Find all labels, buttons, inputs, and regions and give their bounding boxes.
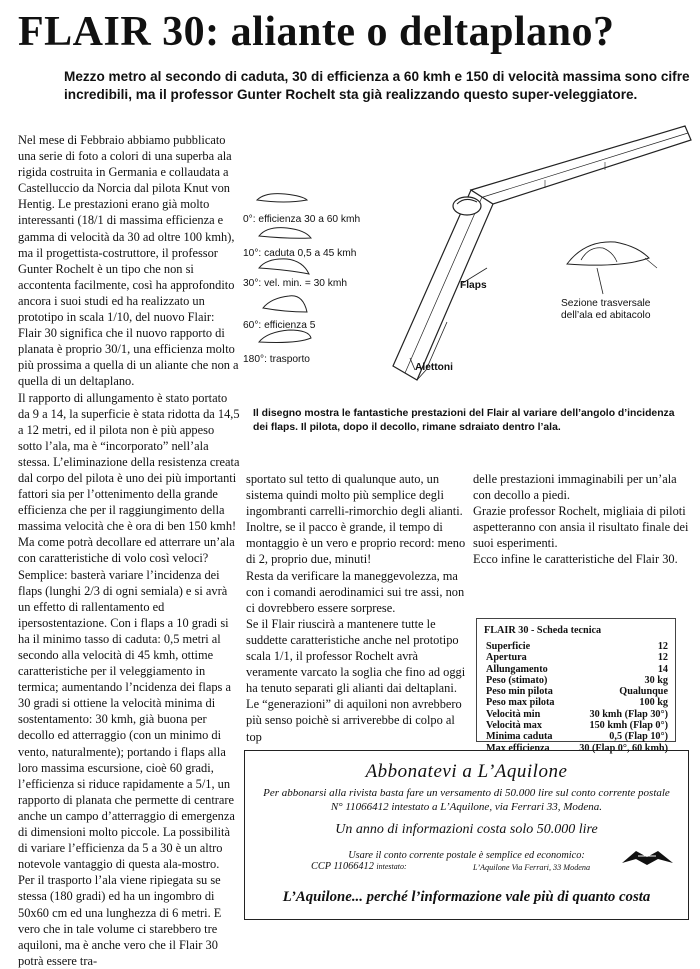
paragraph: Se il Flair riuscirà a mantenere tutte le suddette caratteristiche anche nel prototipo scala 1/1, il professor Rochelt avrà veramente varcato la soglia che fino ad oggi ha tenuto separati gli alianti dai deltaplani. Le “generazioni” di aquiloni non avrebbero più senso poichè si arriverebbe di colpo al top [246,616,466,744]
spec-value: 12 [657,652,668,664]
paragraph: Resta da verificare la maneggevolezza, ma con i comandi aerodinamici sui tre assi, non ci dovrebbero essere sorprese. [246,568,465,615]
spec-value: 30 (Flap 0°, 60 kmh) [579,742,668,754]
profile-label-180: 180°: trasporto [243,354,310,365]
ad-price: Un anno di informazioni costa solo 50.000 lire [335,822,598,837]
ad-ccp [311,861,407,872]
spec-row [484,664,668,675]
spec-value: Qualunque [619,686,668,698]
paragraph: Il rapporto di allungamento è stato portato da 9 a 14, la superficie è stata ridotta da 14,5 a 12 metri, ed il pilota non è più appeso sotto l’ala, ma è “incorporato” nell’ala stessa. L’eliminazione della resistenza creata dal corpo del pilota è uno dei più importanti fattori sia per l’ottenimento della grande efficienza che per il raggiungimento della massima velocità che è ora di ben 150 kmh! [18,390,240,534]
paragraph: Per il trasporto l’ala viene ripiegata su se stessa (180 gradi) ed ha un ingombro di 50x60 cm ed una lunghezza di 6 metri. E vero che in tale volume ci starebbero tre aquiloni, ma è anche vero che il Flair 30 potrà essere tra- [18,873,222,968]
spec-row [484,641,668,652]
profile-label-30: 30°: vel. min. = 30 kmh [243,278,348,289]
spec-table [476,618,676,754]
spec-row [484,731,668,742]
spec-value: 150 kmh (Flap 0°) [589,720,668,732]
wing-drawing [245,118,695,408]
paragraph: Grazie professor Rochelt, migliaia di piloti aspetteranno con ansia il risultato finale dei suoi esperimenti. [473,504,689,551]
spec-row [484,675,668,686]
section-label: dell’ala ed abitacolo [561,310,651,321]
ad-slogan: L’Aquilone... perché l’informazione vale più di quanto costa [282,889,651,905]
paragraph: Ecco infine le caratteristiche del Flair 30. [473,552,678,567]
spec-row [484,652,668,663]
ad-title: Abbonatevi a L’Aquilone [365,761,568,782]
profile-label-60: 60°: efficienza 5 [243,320,316,331]
spec-label: Allungamento [486,663,548,675]
figure-caption: Il disegno mostra le fantastiche prestazioni del Flair al variare dell’angolo d’incidenza dei flaps. Il pilota, dopo il decollo, rimane sdraiato dentro l’ala. [253,408,675,433]
spec-label: Apertura [486,652,527,664]
text-column-2 [246,471,468,745]
ad-ccp-number: CCP 11066412 [311,861,374,872]
spec-row [484,686,668,697]
spec-value: 100 kg [639,697,668,709]
spec-label: Peso (stimato) [486,674,548,686]
spec-label: Peso max pilota [486,697,555,709]
subscription-ad [244,750,689,920]
profile-label-0: 0°: efficienza 30 a 60 kmh [243,214,361,225]
spec-label: Peso min pilota [486,686,553,698]
spec-value: 30 kg [644,674,668,686]
article-title: FLAIR 30: aliante o deltaplano? [18,9,615,55]
spec-label: Velocità max [486,720,542,732]
spec-row [484,709,668,720]
flaps-label: Flaps [460,280,487,291]
spec-label: Max efficienza [486,742,550,754]
spec-row [484,720,668,731]
section-label: Sezione trasversale [561,298,651,309]
text-column-1 [18,132,240,969]
spec-value: 14 [657,663,668,675]
ad-address: L’Aquilone Via Ferrari, 33 Modena [473,863,591,872]
spec-label: Velocità min [486,708,541,720]
spec-value: 12 [657,641,668,652]
wing-diagram [245,118,695,408]
spec-label: Superficie [486,641,531,652]
paragraph: delle prestazioni immaginabili per un’ala con decollo a piedi. [473,472,677,503]
ad-ccp-intestato: intestato: [376,862,407,871]
article-lead: Mezzo metro al secondo di caduta, 30 di efficienza a 60 kmh e 150 di velocità massima sono cifre incredibili, ma il professor Gunter Rochelt sta già realizzando questo super-veleggiatore. [64,69,690,102]
spec-title: FLAIR 30 - Scheda tecnica [484,625,602,636]
spec-row [484,697,668,708]
paragraph: Nel mese di Febbraio abbiamo pubblicato una serie di foto a colori di una superba ala rigida costruita in Germania e collaudata a Castelluccio da Norcia dal pilota Knut von Hentig. Le prestazioni erano già molto interessanti (18/1 di massima efficienza e gamma di velocità da 30 ad oltre 100 kmh), ma il progettista-costruttore, il professor Gunter Rochelt è un tipo che non si accontenta facilmente, così ha approfondito ancora i suoi studi ed ha realizzato un prototipo in scala 1/10, del nuovo Flair: Flair 30 significa che il nuovo rapporto di planata è proprio 30/1, una efficienza molto più prossima a quella di un aliante che non a quella di un deltaplano. [18,133,239,389]
paragraph: Ma come potrà decollare ed atterrare un’ala con caratteristiche di volo così veloci? Semplice: basterà variare l’incidenza dei flaps (lunghi 2/3 di ogni semiala) e si avrà un effetto di rallentamento ed ipersostentazione. Con i flaps a 10 gradi si ha il minimo tasso di caduta: 0,5 metri al secondo alla velocità di 45 kmh, ottime caratteristiche per il veleggiamento in termica; aumentando l’ncidenza dei flaps a 30 gradi si ottiene la velocità minima di sostentamento: 30 kmh, già buona per decollo ed atterraggio (con un minimo di vento, naturalmente); portando i flaps alla loro massima escursione, cioè 60 gradi, l’efficienza si riduce rapidamente a 5/1, un rapporto di planata che permette di centrare anche un campo d’atterraggio di emergenza di dimensioni molto piccole. La possibilità di variare l’efficienza da 5 a 30 è un altro notevole vantaggio di questa ala-mostro. [18,535,235,872]
ailerons-label: Alettoni [415,362,453,373]
ad-note: Usare il conto corrente postale è semplice ed economico: [348,850,585,861]
spec-value: 0,5 (Flap 10°) [609,731,668,743]
profile-label-10: 10°: caduta 0,5 a 45 kmh [243,248,357,259]
aquilone-logo-icon [620,847,675,869]
ad-body: Per abbonarsi alla rivista basta fare un versamento di 50.000 lire sul conto corrente postale N° 11066412 intestato a L’Aquilone, via Ferrari 33, Modena. [263,787,670,813]
text-column-3 [473,471,693,568]
spec-label: Minima caduta [486,731,553,743]
paragraph: sportato sul tetto di qualunque auto, un sistema quindi molto più semplice degli ingombranti carrelli-rimorchio degli alianti. Inoltre, se il pacco è grande, il tempo di montaggio è un vero e proprio record: meno di 2, proprio due, minuti! [246,472,466,567]
spec-value: 30 kmh (Flap 30°) [589,708,668,720]
